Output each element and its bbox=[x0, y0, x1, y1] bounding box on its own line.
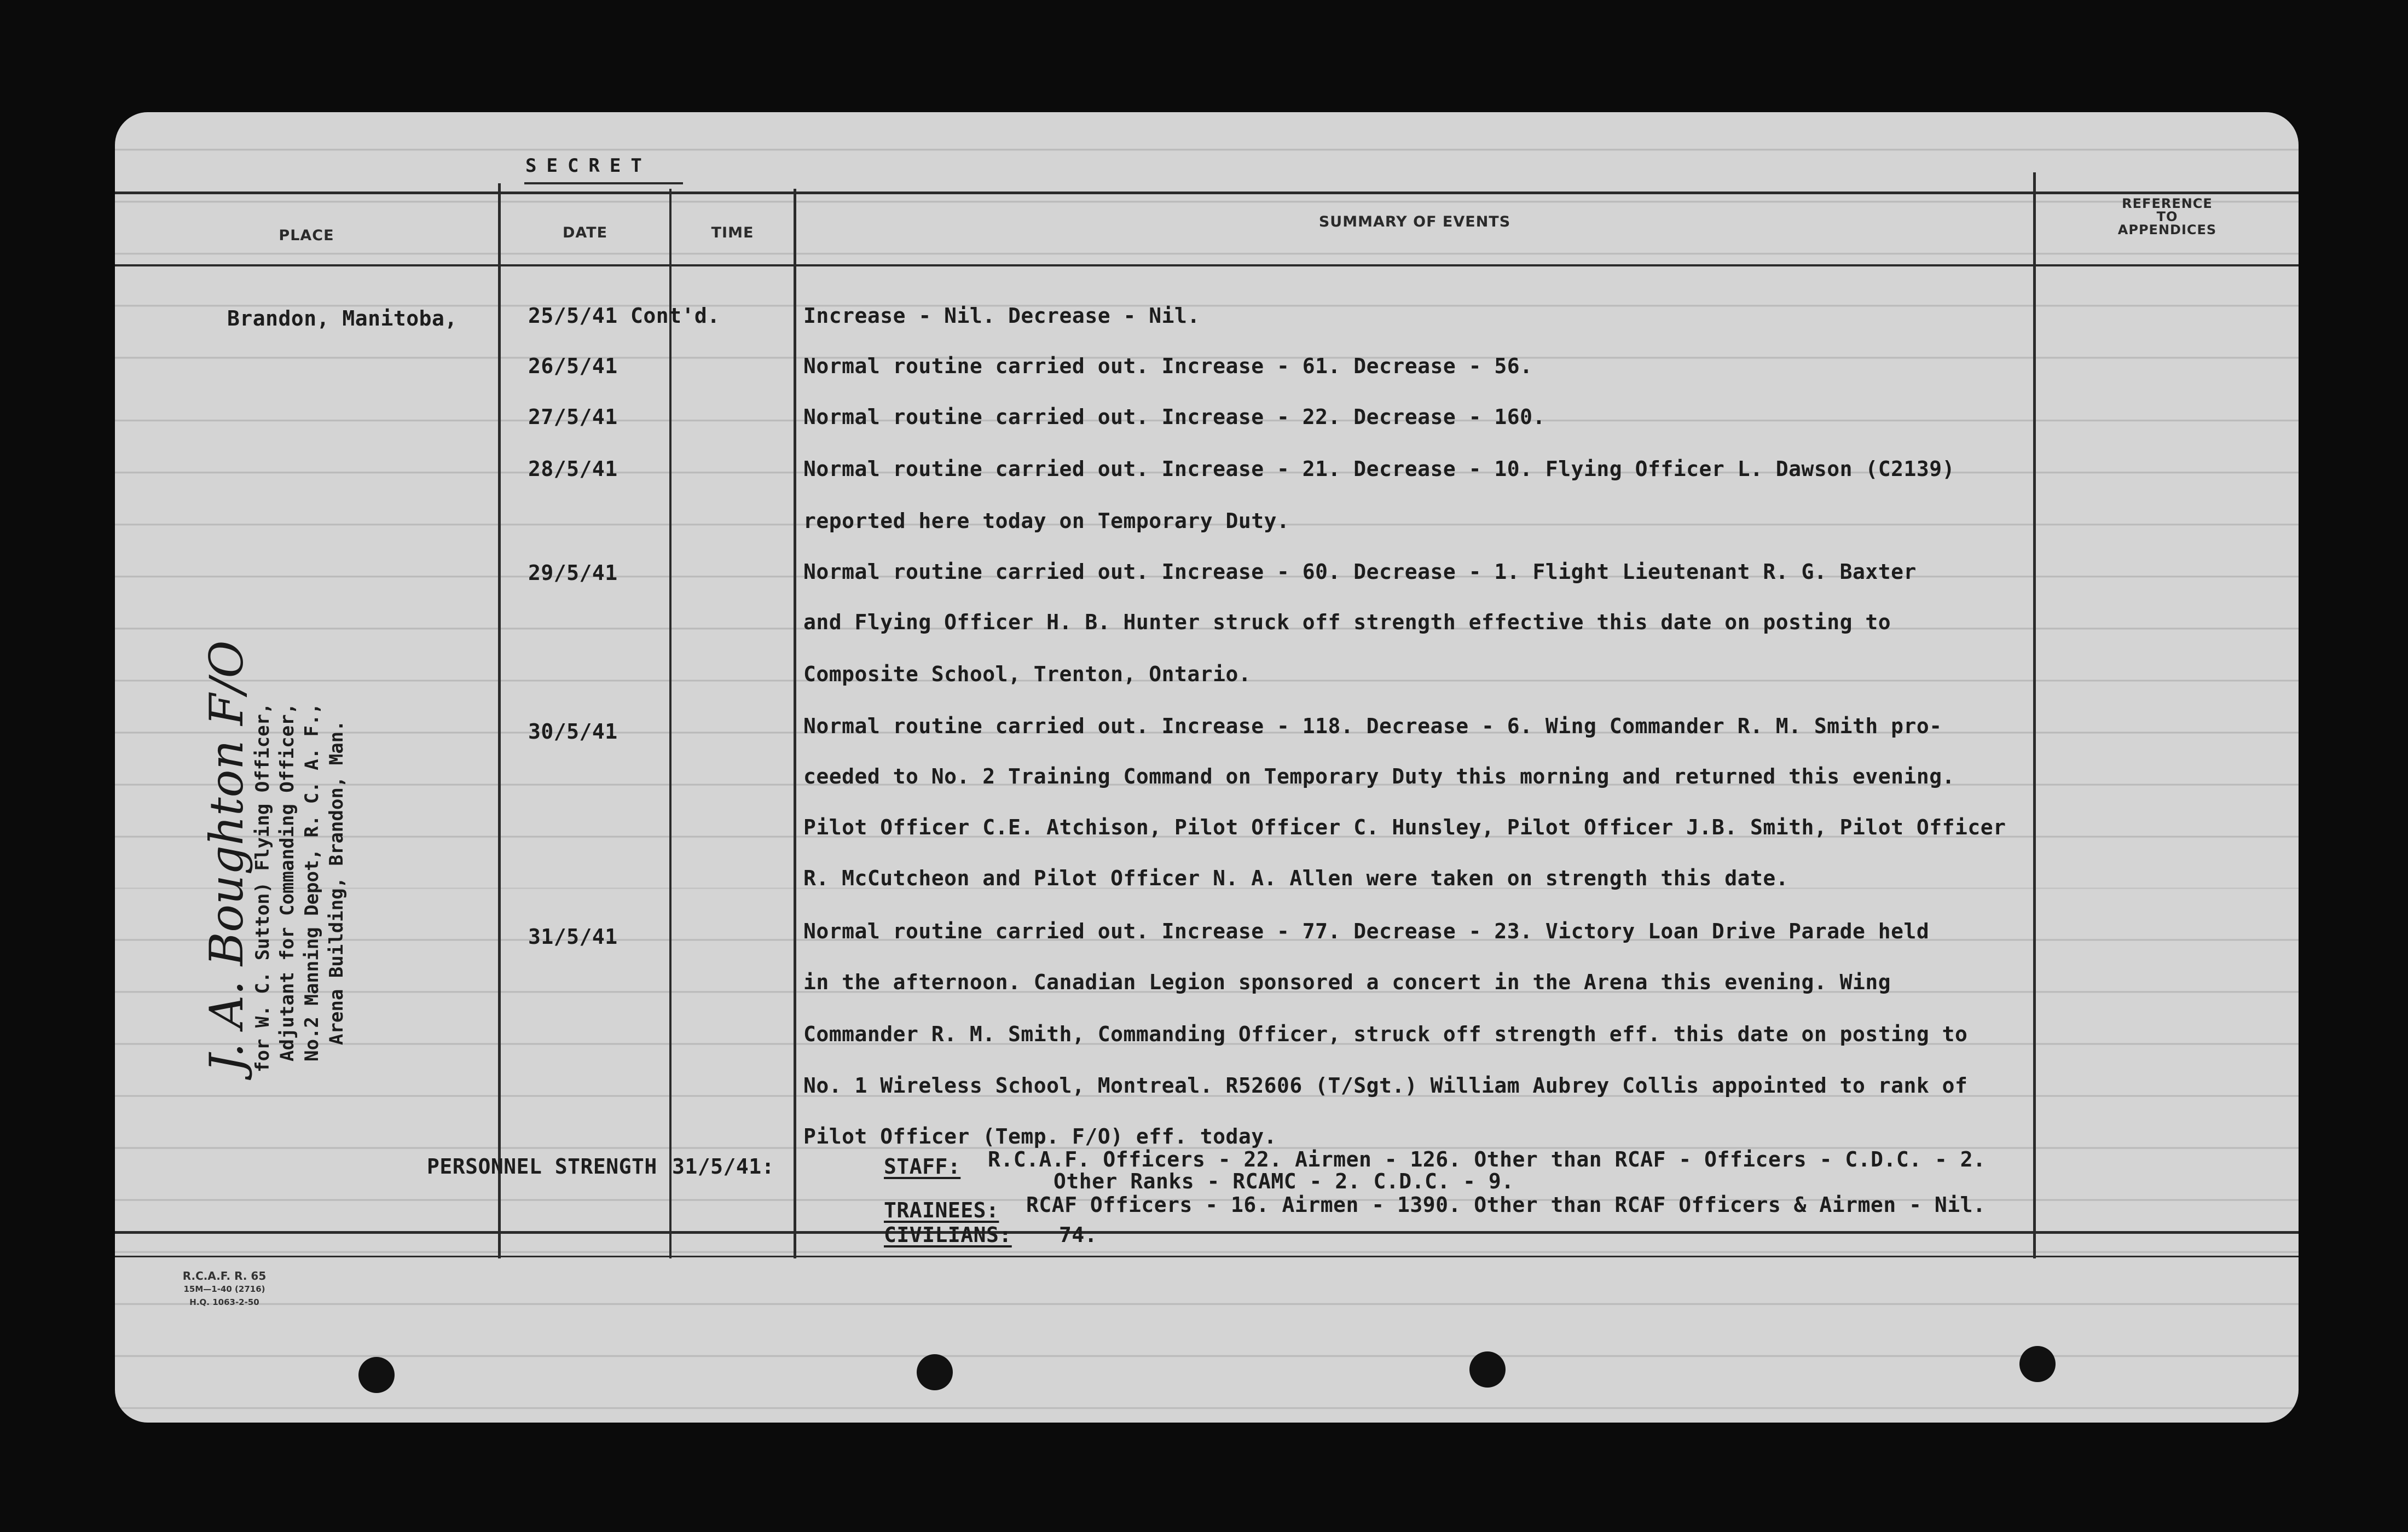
form-number-line3: H.Q. 1063-2-50 bbox=[189, 1297, 259, 1307]
header-reference-line3: APPENDICES bbox=[2117, 222, 2217, 237]
header-reference-line1: REFERENCE bbox=[2122, 196, 2213, 211]
classification-stamp: SECRET bbox=[525, 155, 652, 177]
civilians-line: 74. bbox=[1059, 1223, 1098, 1247]
staff-label: STAFF: bbox=[884, 1154, 961, 1179]
summary-line: and Flying Officer H. B. Hunter struck off strength effective this date on posting to bbox=[803, 610, 1891, 634]
entry-date: 29/5/41 bbox=[528, 561, 618, 585]
form-number-line1: R.C.A.F. R. 65 bbox=[182, 1269, 267, 1283]
summary-line: reported here today on Temporary Duty. bbox=[803, 509, 1290, 533]
personnel-strength-label: PERSONNEL STRENGTH bbox=[427, 1154, 657, 1179]
body-bottom-rule bbox=[115, 1231, 2299, 1234]
summary-line: Pilot Officer C.E. Atchison, Pilot Officer C. Hunsley, Pilot Officer J.B. Smith, Pilot Officer bbox=[803, 815, 2006, 839]
personnel-strength-date: 31/5/41: bbox=[672, 1154, 775, 1179]
signature-line: for W. C. Sutton) Flying Officer, bbox=[252, 703, 274, 1072]
column-rule-summary bbox=[2033, 172, 2036, 1258]
summary-line: Normal routine carried out. Increase - 118. Decrease - 6. Wing Commander R. M. Smith pro- bbox=[803, 714, 1942, 738]
handwritten-signature: J. A. Boughton F/O bbox=[200, 640, 253, 1072]
header-reference bbox=[2036, 197, 2299, 236]
header-date: DATE bbox=[562, 224, 608, 241]
summary-line: Increase - Nil. Decrease - Nil. bbox=[803, 304, 1200, 328]
signature-line: Adjutant for Commanding Officer, bbox=[276, 703, 298, 1061]
entry-date: 28/5/41 bbox=[528, 457, 618, 481]
summary-line: Composite School, Trenton, Ontario. bbox=[803, 662, 1252, 686]
civilians-label: CIVILIANS: bbox=[884, 1223, 1012, 1247]
footer-rule bbox=[115, 1256, 2299, 1257]
entry-date: 31/5/41 bbox=[528, 925, 618, 949]
entry-date: 30/5/41 bbox=[528, 719, 618, 744]
header-reference-line2: TO bbox=[2156, 209, 2178, 224]
summary-line: Normal routine carried out. Increase - 77. Decrease - 23. Victory Loan Drive Parade held bbox=[803, 919, 1930, 943]
staff-line: Other Ranks - RCAMC - 2. C.D.C. - 9. bbox=[1054, 1169, 1514, 1193]
form-number-line2: 15M—1-40 (2716) bbox=[183, 1284, 265, 1294]
trainees-label: TRAINEES: bbox=[884, 1198, 999, 1222]
header-bottom-rule bbox=[115, 264, 2299, 266]
signature-line: No.2 Manning Depot, R. C. A. F., bbox=[301, 703, 323, 1061]
summary-line: Pilot Officer (Temp. F/O) eff. today. bbox=[803, 1124, 1277, 1148]
header-time: TIME bbox=[711, 224, 754, 241]
place-text: Brandon, Manitoba, bbox=[227, 306, 458, 330]
signature-line: Arena Building, Brandon, Man. bbox=[326, 720, 348, 1045]
summary-line: R. McCutcheon and Pilot Officer N. A. Allen were taken on strength this date. bbox=[803, 866, 1789, 890]
entry-date: 27/5/41 bbox=[528, 405, 618, 429]
staff-line: R.C.A.F. Officers - 22. Airmen - 126. Other than RCAF - Officers - C.D.C. - 2. bbox=[988, 1147, 1986, 1171]
column-rule-time bbox=[794, 189, 796, 1258]
form-number bbox=[170, 1269, 279, 1309]
column-rule-place bbox=[498, 183, 501, 1258]
trainees-line: RCAF Officers - 16. Airmen - 1390. Other than RCAF Officers & Airmen - Nil. bbox=[1026, 1193, 1986, 1217]
column-rule-date bbox=[669, 189, 672, 1258]
summary-line: Commander R. M. Smith, Commanding Officer, struck off strength eff. this date on posting to bbox=[803, 1022, 1968, 1046]
summary-line: ceeded to No. 2 Training Command on Temporary Duty this morning and returned this evening. bbox=[803, 764, 1955, 788]
header-summary: SUMMARY OF EVENTS bbox=[1318, 213, 1511, 230]
summary-line: Normal routine carried out. Increase - 61. Decrease - 56. bbox=[803, 354, 1533, 378]
entry-date: 26/5/41 bbox=[528, 354, 618, 378]
punch-hole bbox=[358, 1357, 395, 1393]
header-top-rule bbox=[115, 192, 2299, 194]
punch-hole bbox=[1469, 1351, 1506, 1388]
daily-diary-card bbox=[115, 112, 2299, 1423]
summary-line: Normal routine carried out. Increase - 22. Decrease - 160. bbox=[803, 405, 1545, 429]
summary-line: No. 1 Wireless School, Montreal. R52606 (T/Sgt.) William Aubrey Collis appointed to rank of bbox=[803, 1073, 1968, 1098]
header-place: PLACE bbox=[279, 227, 334, 244]
punch-hole bbox=[2019, 1346, 2056, 1382]
punch-hole bbox=[917, 1354, 953, 1390]
summary-line: in the afternoon. Canadian Legion sponsored a concert in the Arena this evening. Wing bbox=[803, 970, 1891, 994]
summary-line: Normal routine carried out. Increase - 21. Decrease - 10. Flying Officer L. Dawson (C2139) bbox=[803, 457, 1955, 481]
entry-date: 25/5/41 Cont'd. bbox=[528, 304, 720, 328]
summary-line: Normal routine carried out. Increase - 60. Decrease - 1. Flight Lieutenant R. G. Baxter bbox=[803, 560, 1917, 584]
stamp-underline bbox=[524, 182, 683, 184]
